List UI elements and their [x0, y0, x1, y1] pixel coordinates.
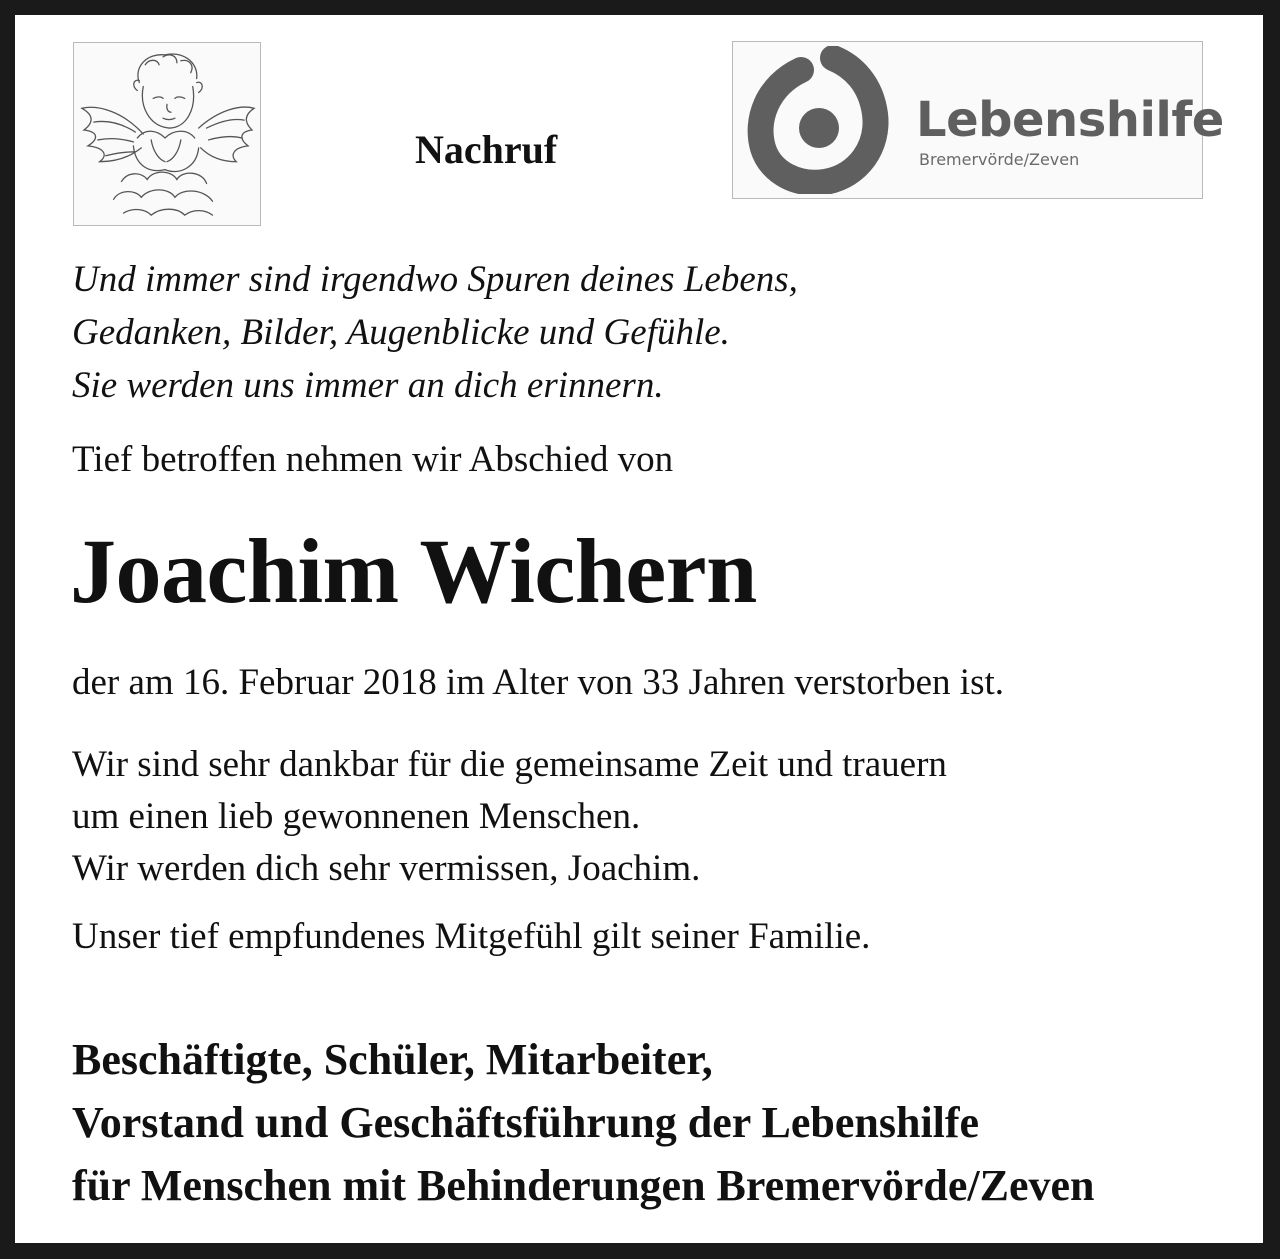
poem-line: Und immer sind irgendwo Spuren deines Lebens, — [72, 259, 798, 300]
poem-line: Sie werden uns immer an dich erinnern. — [72, 365, 664, 406]
page-title: Nachruf — [415, 127, 558, 172]
thanks-line: Wir sind sehr dankbar für die gemeinsame Zeit und trauern — [72, 744, 947, 785]
lebenshilfe-logo-icon — [737, 46, 897, 194]
signature-line: Vorstand und Geschäftsführung der Lebenshilfe — [72, 1098, 980, 1147]
deceased-name: Joachim Wichern — [70, 520, 757, 622]
thanks-line: um einen lieb gewonnenen Menschen. — [72, 796, 641, 837]
obituary-notice — [15, 15, 1263, 1243]
signature-line: für Menschen mit Behinderungen Bremervörde/Zeven — [72, 1161, 1095, 1210]
signature-line: Beschäftigte, Schüler, Mitarbeiter, — [72, 1035, 713, 1084]
poem-line: Gedanken, Bilder, Augenblicke und Gefühle. — [72, 312, 730, 353]
thanks-line: Wir werden dich sehr vermissen, Joachim. — [72, 848, 701, 889]
thanks-text — [72, 739, 947, 895]
death-notice: der am 16. Februar 2018 im Alter von 33 Jahren verstorben ist. — [72, 662, 1004, 703]
lebenshilfe-logo — [732, 41, 1224, 199]
angel-drawing-icon — [73, 42, 261, 226]
poem — [72, 253, 798, 412]
sympathy-text: Unser tief empfundenes Mitgefühl gilt seiner Familie. — [72, 916, 871, 957]
logo-name: Lebenshilfe — [916, 92, 1224, 148]
logo-location: Bremervörde/Zeven — [919, 150, 1080, 169]
signature — [72, 1028, 1095, 1217]
intro-text: Tief betroffen nehmen wir Abschied von — [72, 439, 674, 480]
